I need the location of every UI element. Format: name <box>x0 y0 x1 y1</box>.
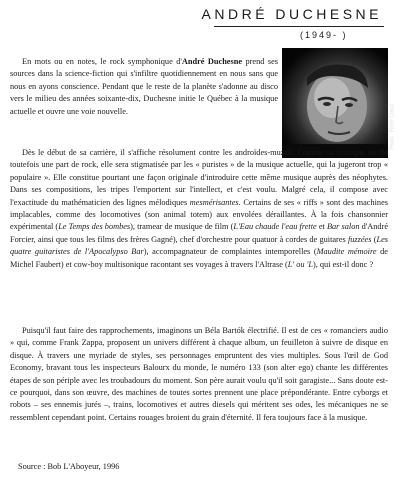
text-span: . Certains de ses « riffs » sont des machines implacables, comme des locomotives (son animal totem) aux envolées déraillantes. À la fois chansonnier expérimental ( <box>10 197 388 232</box>
text-span: et <box>316 222 327 232</box>
paragraph-career <box>10 147 388 271</box>
text-span: ), qui est-il donc ? <box>312 259 374 269</box>
work-title: Maudite mémoire <box>316 247 377 257</box>
artist-name: André Duchesne <box>181 57 243 66</box>
work-title: Les quatre guitaristes de l'Apocalypso Bar <box>10 234 388 257</box>
work-title: Bar salon <box>326 222 360 232</box>
work-title: L' ou 'L <box>287 259 313 269</box>
header-rule <box>214 26 384 27</box>
text-span: de Michel Faubert) et cow-boy multisonique racontant ses voyages à travers l'Altrase ( <box>10 247 388 269</box>
source-citation: Source : Bob L'Aboyeur, 1996 <box>18 462 120 471</box>
text-span: prend ses sources dans la science-fiction qui s'infiltre quotidiennement en nous sans que nous en ayons conscience. Pendant que le reste de la planète s'adonne au disco vers le milieu des années soixante-dix, Duchesne initie le Québec à la musique actuelle et ouvre une voie nouvelle. <box>10 57 278 116</box>
italic-term: fuzzées <box>347 234 372 244</box>
text-span: ), tramear de musique de film ( <box>130 222 234 232</box>
paragraph-intro <box>10 56 278 118</box>
portrait-silhouette <box>282 48 388 158</box>
text-span: ( <box>371 234 377 244</box>
portrait-photo <box>282 48 396 158</box>
text-span: Dès le début de sa carrière, il s'affiche résolument contre les androïdes-muzak. Comme sa musique recèle toutefois une part de rock, elle sera stigmatisée par les « puristes » de la musique actuelle, qui la jugeront trop « populaire ». Elle constitue pourtant une façon originale d'introduire cette même musique auprès des néophytes. Dans ses compositions, les tripes l'emportent sur l'intellect, et c'est voulu. Malgré cela, il compose avec l'exactitude du mathématicien des lignes mélodiques <box>10 148 388 207</box>
text-span: ), accompagnateur de complaintes intemporelles ( <box>143 247 317 257</box>
page-title: ANDRÉ DUCHESNE <box>201 6 382 22</box>
work-title: Le Temps des bombes <box>58 222 131 232</box>
text-span: d'André Forcier, ainsi que tous les films des frères Gagné), chef d'orchestre pour quatuor à cordes de guitares <box>10 222 389 244</box>
text-span: En mots ou en notes, le rock symphonique d' <box>22 57 182 66</box>
life-dates: (1949- ) <box>300 30 348 40</box>
italic-term: mesmérisantes <box>189 197 239 207</box>
work-title: L'Eau chaude l'eau frette <box>233 222 317 232</box>
photo-credit: Photo : Pierre Crépô <box>390 104 396 150</box>
paragraph-comparison: Puisqu'il faut faire des rapprochements, imaginons un Béla Bartók électrifié. Il est de ces « romanciers audio » qui, comme Frank Zappa, proposent un univers différent à chaque album, un feuilleton à suivre de disque en disque. À travers une myriade de styles, ses personnages empruntent des vies multiples. Sous l'œil de God Economy, bravant tous les inspecteurs Balourx du monde, le numéro 133 (son alter ego) chante les différentes étapes de son périple avec les troubadours du moment. Son père aurait voulu qu'il soit garagiste... Sans doute est-ce pourquoi, dans son œuvre, des machines de toutes sortes prennent une place prépondérante. Entre cyborgs et robots – ses ennemis jurés –, trains, locomotives et autres diesels qui méritent ses odes, les mécaniques ne se ressemblent cependant point. Certains rouages broient du grain d'éternité. Il fera toujours face à la musique. <box>10 326 388 422</box>
